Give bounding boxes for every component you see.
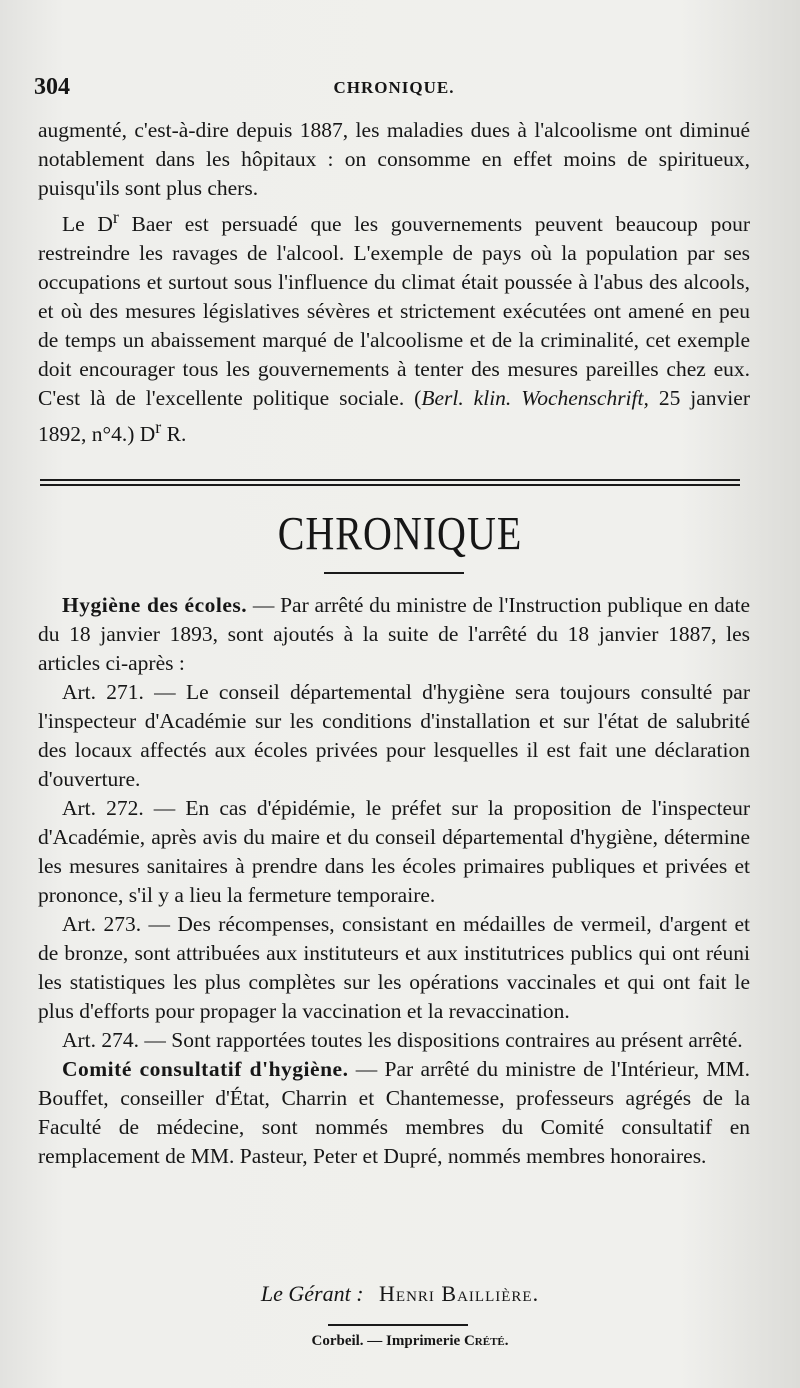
- author-signature-end: R.: [161, 422, 187, 447]
- printer-text: Corbeil. — Imprimerie: [311, 1333, 464, 1349]
- signature-label: Le Gérant :: [260, 1281, 364, 1306]
- hygiene-heading: Hygiène des écoles.: [62, 593, 248, 617]
- article-272: Art. 272. — En cas d'épidémie, le préfet sur la proposition de l'inspecteur d'Académie, après avis du maire et du conseil départemental d'hygiène, détermine les mesures sanitaires à prendre dans les écoles primaires publiques et privées et prononce, s'il y a lieu la fermeture temporaire.: [38, 796, 750, 907]
- paragraph-continuation: augmenté, c'est-à-dire depuis 1887, les maladies dues à l'alcoolisme ont diminué notablement dans les hôpitaux : on consomme en effet moins de spiritueux, puisqu'ils sont plus chers.: [38, 118, 750, 200]
- gerant-signature: [0, 1281, 800, 1307]
- top-text-block: [38, 116, 750, 449]
- author-signature-sup: r: [155, 417, 162, 438]
- title-underline: [324, 572, 464, 574]
- paragraph-baer-text-c: 25 janvier 1892, n°4.): [38, 386, 750, 447]
- signature-name: Henri Baillière.: [379, 1281, 540, 1306]
- page-header: [34, 74, 754, 104]
- comite-text: — Par arrêté du ministre de l'Intérieur, MM. Bouffet, conseiller d'État, Charrin et Chantemesse, professeurs agrégés de la Faculté de médecine, sont nommés membres du Comité consultatif en remplacement de MM. Pasteur, Peter et Dupré, nommés membres honoraires.: [38, 1057, 750, 1168]
- article-271: Art. 271. — Le conseil départemental d'hygiène sera toujours consulté par l'inspecteur d'Académie sur les conditions d'installation et sur l'état de salubrité des locaux affectés aux écoles privées pour lesquelles il est fait une déclaration d'ouverture.: [38, 680, 750, 791]
- paragraph-baer-text-b: Baer est persuadé que les gouvernements peuvent beaucoup pour restreindre les ravages de l'alcool. L'exemple de pays où la population par ses occupations et surtout sous l'influence du climat était poussée à l'abus des alcools, et où des mesures législatives sévères et strictement exécutées ont amené en peu de temps un abaissement marqué de l'alcoolisme et de la criminalité, cet exemple doit encourager tous les gouvernements à tenter des mesures pareilles chez eux. C'est là de l'excellente politique sociale. (: [38, 212, 751, 411]
- section-divider: [40, 479, 740, 486]
- running-title: CHRONIQUE.: [333, 78, 455, 97]
- page-number: 304: [34, 74, 70, 100]
- paragraph-baer-sup: r: [112, 207, 119, 227]
- section-title: CHRONIQUE: [277, 507, 523, 561]
- printer-footer: [0, 1333, 800, 1350]
- paragraph-baer-text-a: Le D: [62, 212, 113, 237]
- printer-name: Crété.: [463, 1333, 509, 1349]
- comite-paragraph: [38, 1055, 750, 1171]
- article-273: Art. 273. — Des récompenses, consistant en médailles de vermeil, d'argent et de bronze, sont attribuées aux instituteurs et aux institutrices publics qui ont réuni les statistiques les plus complètes sur les opérations vaccinales et qui ont fait le plus d'efforts pour propager la vaccination et la revaccination.: [38, 912, 750, 1023]
- chronique-text-block: [38, 591, 750, 1171]
- comite-heading: Comité consultatif d'hygiène.: [62, 1057, 349, 1081]
- hygiene-paragraph: [38, 591, 750, 678]
- author-signature: D: [134, 422, 156, 447]
- article-274: Art. 274. — Sont rapportées toutes les dispositions contraires au présent arrêté.: [62, 1028, 743, 1052]
- hygiene-text: — Par arrêté du ministre de l'Instruction publique en date du 18 janvier 1893, sont ajoutés à la suite de l'arrêté du 18 janvier 1887, les articles ci-après :: [38, 593, 750, 675]
- footer-rule: [328, 1324, 468, 1326]
- citation: Berl. klin. Wochenschrift,: [421, 386, 649, 411]
- paragraph-baer: [38, 203, 750, 449]
